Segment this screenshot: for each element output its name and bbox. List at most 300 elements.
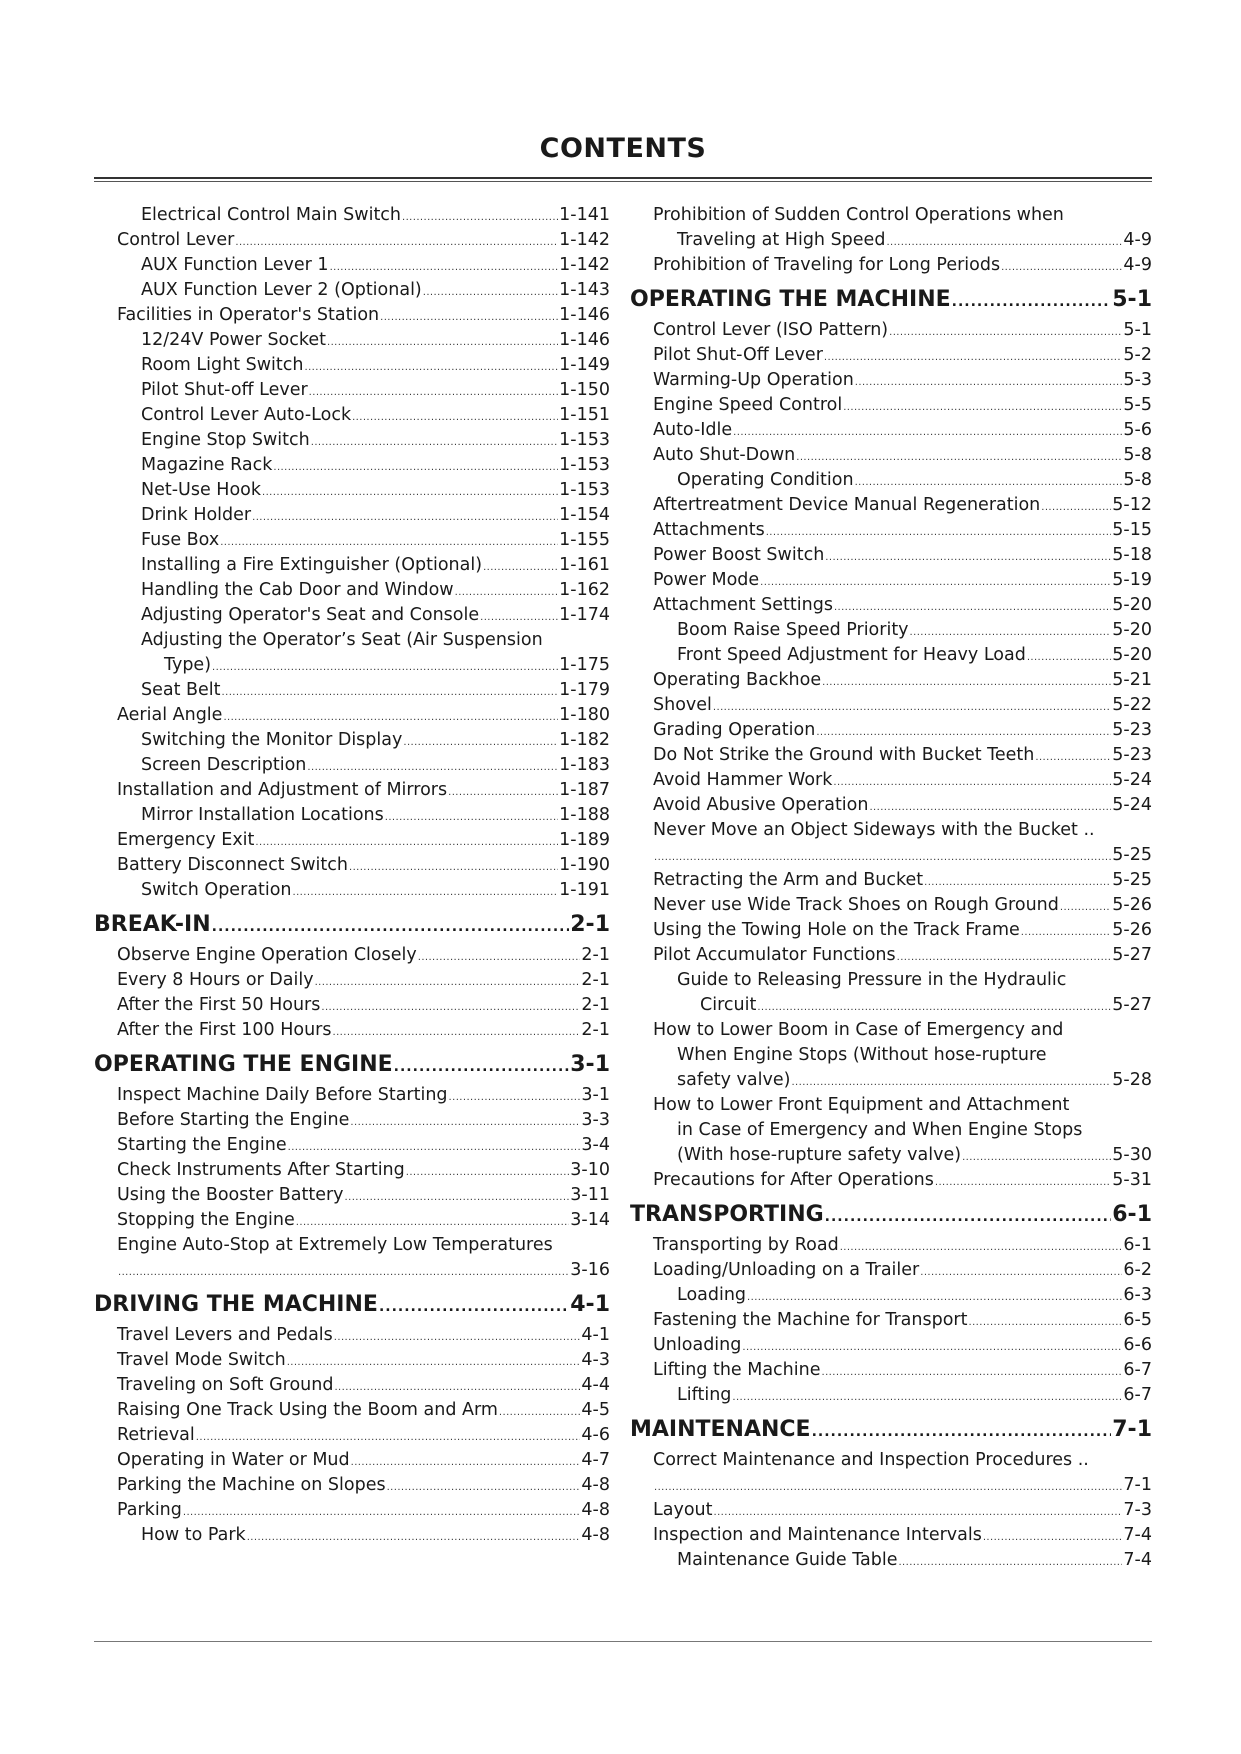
footer-rule <box>94 1641 1152 1642</box>
toc-entry[interactable] <box>94 1208 610 1233</box>
toc-dot-leader <box>255 830 558 855</box>
toc-entry[interactable] <box>630 668 1152 693</box>
toc-entry[interactable] <box>630 1383 1152 1408</box>
toc-page-number: 1-153 <box>559 480 610 500</box>
toc-dot-leader <box>825 1202 1112 1232</box>
toc-entry-title: Parking the Machine on Slopes <box>117 1475 386 1495</box>
toc-dot-leader <box>327 330 558 355</box>
toc-entry-title: Warming-Up Operation <box>653 370 854 390</box>
toc-entry[interactable] <box>94 1473 610 1498</box>
toc-entry[interactable] <box>94 1233 610 1258</box>
toc-dot-leader <box>742 1335 1122 1360</box>
toc-page-number: 5-8 <box>1123 470 1152 490</box>
toc-entry[interactable] <box>630 1333 1152 1358</box>
toc-page-number: 5-27 <box>1112 945 1152 965</box>
toc-page-number: 5-23 <box>1112 745 1152 765</box>
toc-dot-leader <box>983 1525 1123 1550</box>
toc-entry[interactable] <box>630 1308 1152 1333</box>
toc-dot-leader <box>380 305 558 330</box>
toc-entry[interactable] <box>630 593 1152 618</box>
toc-left-column <box>94 203 610 1548</box>
toc-dot-leader <box>822 670 1111 695</box>
toc-entry[interactable] <box>94 603 610 628</box>
toc-page-number: 1-188 <box>559 805 610 825</box>
toc-entry-title: DRIVING THE MACHINE <box>94 1292 378 1317</box>
toc-dot-leader <box>654 845 1111 870</box>
toc-dot-leader <box>387 1475 581 1500</box>
toc-entry-title: Emergency Exit <box>117 830 255 850</box>
toc-entry-title: Control Lever Auto-Lock <box>141 405 352 425</box>
toc-dot-leader <box>833 770 1111 795</box>
toc-dot-leader <box>757 995 1111 1020</box>
toc-dot-leader <box>796 445 1122 470</box>
toc-dot-leader <box>403 730 558 755</box>
toc-dot-leader <box>824 345 1123 370</box>
toc-section-heading[interactable] <box>630 1408 1152 1448</box>
toc-dot-leader <box>334 1325 581 1350</box>
toc-page-number: 1-150 <box>559 380 610 400</box>
toc-entry-title: Check Instruments After Starting <box>117 1160 405 1180</box>
toc-entry-title: Retrieval <box>117 1425 195 1445</box>
toc-page-number: 3-10 <box>570 1160 610 1180</box>
toc-page-number: 5-25 <box>1112 870 1152 890</box>
toc-page-number: 6-1 <box>1123 1235 1152 1255</box>
toc-dot-leader <box>713 695 1111 720</box>
toc-page-number: 6-2 <box>1123 1260 1152 1280</box>
toc-entry-title: Guide to Releasing Pressure in the Hydraulic <box>677 970 1067 990</box>
toc-page-number: 4-4 <box>581 1375 610 1395</box>
toc-entry-title: How to Park <box>141 1525 246 1545</box>
toc-entry[interactable] <box>630 1043 1152 1068</box>
toc-entry[interactable] <box>630 618 1152 643</box>
toc-dot-leader <box>288 1135 581 1160</box>
toc-entry[interactable] <box>630 1168 1152 1193</box>
toc-entry[interactable] <box>630 893 1152 918</box>
toc-page-number: 2-1 <box>581 970 610 990</box>
toc-entry-title: Unloading <box>653 1335 742 1355</box>
toc-dot-leader <box>840 1235 1123 1260</box>
toc-dot-leader <box>262 480 558 505</box>
toc-entry-title: Switch Operation <box>141 880 292 900</box>
toc-dot-leader <box>455 580 559 605</box>
toc-entry-title: Never use Wide Track Shoes on Rough Ground <box>653 895 1059 915</box>
toc-entry-title: Screen Description <box>141 755 307 775</box>
toc-entry[interactable] <box>94 278 610 303</box>
toc-entry[interactable] <box>630 568 1152 593</box>
toc-dot-leader <box>351 1450 581 1475</box>
toc-entry-title: How to Lower Front Equipment and Attachment <box>653 1095 1070 1115</box>
toc-entry-title: Auto-Idle <box>653 420 733 440</box>
toc-entry-title: Lifting <box>677 1385 732 1405</box>
toc-entry[interactable] <box>94 1018 610 1043</box>
toc-entry[interactable] <box>94 428 610 453</box>
toc-dot-leader <box>935 1170 1111 1195</box>
toc-entry-title: Avoid Hammer Work <box>653 770 833 790</box>
toc-entry-title: Using the Towing Hole on the Track Frame <box>653 920 1020 940</box>
toc-page-number: 4-5 <box>581 1400 610 1420</box>
toc-dot-leader <box>924 870 1111 895</box>
toc-entry[interactable] <box>94 1498 610 1523</box>
toc-dot-leader <box>330 255 559 280</box>
toc-entry-title: Precautions for After Operations <box>653 1170 934 1190</box>
toc-dot-leader <box>305 355 559 380</box>
toc-page-number: 1-146 <box>559 305 610 325</box>
toc-entry[interactable] <box>630 1018 1152 1043</box>
toc-entry[interactable] <box>94 1323 610 1348</box>
toc-entry-title: Inspection and Maintenance Intervals <box>653 1525 982 1545</box>
toc-entry[interactable] <box>94 503 610 528</box>
toc-dot-leader <box>855 370 1123 395</box>
toc-entry-title: (With hose-rupture safety valve) <box>677 1145 962 1165</box>
toc-entry-title: 12/24V Power Socket <box>141 330 327 350</box>
toc-page-number: 5-1 <box>1112 287 1152 312</box>
toc-entry-title: Power Boost Switch <box>653 545 825 565</box>
toc-entry[interactable] <box>630 1118 1152 1143</box>
toc-entry-title: Engine Stop Switch <box>141 430 310 450</box>
toc-entry[interactable] <box>630 203 1152 228</box>
toc-entry-title: Switching the Monitor Display <box>141 730 403 750</box>
toc-entry[interactable] <box>94 778 610 803</box>
toc-page-number: 7-1 <box>1112 1417 1152 1442</box>
toc-dot-leader <box>309 380 558 405</box>
toc-dot-leader <box>183 1500 581 1525</box>
toc-dot-leader <box>825 545 1111 570</box>
toc-page-number: 1-153 <box>559 455 610 475</box>
toc-entry[interactable] <box>94 1183 610 1208</box>
toc-page-number: 5-20 <box>1112 620 1152 640</box>
toc-dot-leader <box>247 1525 581 1550</box>
toc-entry[interactable] <box>94 453 610 478</box>
toc-entry[interactable] <box>630 768 1152 793</box>
toc-entry[interactable] <box>630 518 1152 543</box>
toc-entry-title: Loading <box>677 1285 747 1305</box>
toc-page-number: 1-182 <box>559 730 610 750</box>
toc-dot-leader <box>311 430 558 455</box>
toc-entry[interactable] <box>94 753 610 778</box>
toc-page-number: 5-21 <box>1112 670 1152 690</box>
toc-entry-title: Observe Engine Operation Closely <box>117 945 417 965</box>
toc-entry[interactable] <box>94 328 610 353</box>
toc-entry[interactable] <box>630 468 1152 493</box>
toc-dot-leader <box>480 605 558 630</box>
toc-page-number: 3-3 <box>581 1110 610 1130</box>
toc-entry[interactable] <box>94 1423 610 1448</box>
toc-dot-leader <box>349 855 558 880</box>
toc-page-number: 1-146 <box>559 330 610 350</box>
toc-dot-leader <box>293 880 559 905</box>
toc-page-number: 4-9 <box>1123 230 1152 250</box>
toc-entry[interactable] <box>630 1143 1152 1168</box>
toc-dot-leader <box>222 680 559 705</box>
toc-dot-leader <box>235 230 558 255</box>
toc-dot-leader <box>418 945 581 970</box>
toc-entry-title: in Case of Emergency and When Engine Stops <box>677 1120 1083 1140</box>
toc-entry[interactable] <box>630 253 1152 278</box>
toc-entry[interactable] <box>94 1108 610 1133</box>
toc-entry-title: Attachment Settings <box>653 595 833 615</box>
toc-dot-leader <box>822 1360 1123 1385</box>
toc-entry[interactable] <box>94 1133 610 1158</box>
toc-page-number: 1-187 <box>559 780 610 800</box>
toc-entry-title: Shovel <box>653 695 712 715</box>
toc-entry[interactable] <box>94 1523 610 1548</box>
toc-entry[interactable] <box>630 993 1152 1018</box>
toc-entry[interactable] <box>94 993 610 1018</box>
toc-section-heading[interactable] <box>630 278 1152 318</box>
toc-entry-title: TRANSPORTING <box>630 1202 824 1227</box>
toc-page-number: 1-190 <box>559 855 610 875</box>
toc-page-number: 1-143 <box>559 280 610 300</box>
toc-entry[interactable] <box>94 478 610 503</box>
toc-page-number: 1-142 <box>559 255 610 275</box>
toc-entry[interactable] <box>630 418 1152 443</box>
toc-dot-leader <box>448 780 558 805</box>
toc-entry[interactable] <box>94 1398 610 1423</box>
toc-entry[interactable] <box>630 1068 1152 1093</box>
toc-dot-leader <box>1035 745 1111 770</box>
toc-dot-leader <box>714 1500 1123 1525</box>
toc-entry[interactable] <box>630 543 1152 568</box>
page-title: CONTENTS <box>539 133 707 164</box>
toc-entry[interactable] <box>630 1283 1152 1308</box>
toc-entry-title: Parking <box>117 1500 182 1520</box>
toc-entry-title: How to Lower Boom in Case of Emergency and <box>653 1020 1064 1040</box>
toc-entry[interactable] <box>94 578 610 603</box>
toc-entry[interactable] <box>94 1258 610 1283</box>
toc-entry-title: Adjusting the Operator’s Seat (Air Suspension <box>141 630 543 650</box>
toc-entry[interactable] <box>94 1083 610 1108</box>
toc-dot-leader <box>816 720 1111 745</box>
toc-entry-title: Retracting the Arm and Bucket <box>653 870 924 890</box>
toc-dot-leader <box>1060 895 1111 920</box>
toc-entry-title: Avoid Abusive Operation <box>653 795 869 815</box>
toc-page-number: 5-19 <box>1112 570 1152 590</box>
toc-entry-title: Control Lever <box>117 230 235 250</box>
toc-entry-title: Fuse Box <box>141 530 220 550</box>
toc-section-heading[interactable] <box>630 1193 1152 1233</box>
toc-entry-title: Adjusting Operator's Seat and Console <box>141 605 480 625</box>
toc-entry[interactable] <box>630 1498 1152 1523</box>
toc-entry[interactable] <box>630 1093 1152 1118</box>
toc-page-number: 1-189 <box>559 830 610 850</box>
toc-dot-leader <box>1021 920 1112 945</box>
toc-page-number: 4-8 <box>581 1525 610 1545</box>
toc-entry-title: After the First 100 Hours <box>117 1020 332 1040</box>
toc-page-number: 1-154 <box>559 505 610 525</box>
toc-entry-title: Type) <box>164 655 212 675</box>
toc-entry[interactable] <box>630 818 1152 843</box>
title-rule-thick <box>94 177 1152 179</box>
toc-entry-title: Travel Mode Switch <box>117 1350 286 1370</box>
toc-dot-leader <box>196 1425 581 1450</box>
toc-entry[interactable] <box>94 653 610 678</box>
toc-page-number: 5-26 <box>1112 895 1152 915</box>
toc-dot-leader <box>843 395 1122 420</box>
toc-dot-leader <box>869 795 1111 820</box>
toc-dot-leader <box>886 230 1122 255</box>
toc-entry[interactable] <box>630 793 1152 818</box>
toc-dot-leader <box>423 280 558 305</box>
toc-dot-leader <box>855 470 1123 495</box>
toc-dot-leader <box>333 1020 581 1045</box>
toc-page-number: 1-161 <box>559 555 610 575</box>
toc-entry-title: Handling the Cab Door and Window <box>141 580 454 600</box>
toc-dot-leader <box>321 995 580 1020</box>
toc-entry[interactable] <box>94 553 610 578</box>
toc-entry-title: Maintenance Guide Table <box>677 1550 898 1570</box>
toc-entry-title: Before Starting the Engine <box>117 1110 350 1130</box>
toc-entry-title: Layout <box>653 1500 713 1520</box>
toc-entry[interactable] <box>94 403 610 428</box>
toc-section-heading[interactable] <box>94 903 610 943</box>
toc-entry[interactable] <box>630 493 1152 518</box>
toc-entry[interactable] <box>630 318 1152 343</box>
toc-entry[interactable] <box>630 1448 1152 1473</box>
toc-entry[interactable] <box>94 968 610 993</box>
toc-entry[interactable] <box>630 1358 1152 1383</box>
toc-page-number: 6-5 <box>1123 1310 1152 1330</box>
toc-dot-leader <box>220 530 558 555</box>
toc-dot-leader <box>315 970 581 995</box>
toc-entry[interactable] <box>630 693 1152 718</box>
toc-entry[interactable] <box>630 343 1152 368</box>
toc-entry-title: Prohibition of Sudden Control Operations when <box>653 205 1064 225</box>
toc-page-number: 6-1 <box>1112 1202 1152 1227</box>
toc-page-number: 1-191 <box>559 880 610 900</box>
toc-page-number: 1-151 <box>559 405 610 425</box>
toc-entry[interactable] <box>630 1473 1152 1498</box>
toc-page-number: 1-180 <box>559 705 610 725</box>
toc-dot-leader <box>402 205 558 230</box>
toc-page-number: 5-24 <box>1112 770 1152 790</box>
toc-dot-leader <box>791 1070 1111 1095</box>
toc-page-number: 4-6 <box>581 1425 610 1445</box>
toc-page-number: 6-6 <box>1123 1335 1152 1355</box>
toc-page-number: 4-9 <box>1123 255 1152 275</box>
toc-page-number: 5-15 <box>1112 520 1152 540</box>
toc-entry-title: Net-Use Hook <box>141 480 261 500</box>
toc-entry-title: Correct Maintenance and Inspection Procedures .. <box>653 1450 1089 1470</box>
toc-page-number: 5-5 <box>1123 395 1152 415</box>
toc-entry-title: Electrical Control Main Switch <box>141 205 402 225</box>
toc-entry[interactable] <box>94 728 610 753</box>
toc-entry-title: Auto Shut-Down <box>653 445 796 465</box>
toc-entry[interactable] <box>630 743 1152 768</box>
toc-entry[interactable] <box>94 528 610 553</box>
toc-entry[interactable] <box>94 678 610 703</box>
toc-entry-title: Operating Backhoe <box>653 670 822 690</box>
toc-entry[interactable] <box>630 1233 1152 1258</box>
toc-entry[interactable] <box>630 1523 1152 1548</box>
toc-dot-leader <box>212 912 570 942</box>
toc-entry[interactable] <box>630 943 1152 968</box>
toc-entry-title: Drink Holder <box>141 505 252 525</box>
toc-section-heading[interactable] <box>94 1283 610 1323</box>
toc-entry[interactable] <box>94 943 610 968</box>
toc-entry[interactable] <box>630 393 1152 418</box>
toc-entry[interactable] <box>94 628 610 653</box>
toc-dot-leader <box>379 1292 569 1322</box>
toc-dot-leader <box>897 945 1112 970</box>
toc-page-number: 4-3 <box>581 1350 610 1370</box>
toc-dot-leader <box>1041 495 1111 520</box>
toc-page-number: 5-6 <box>1123 420 1152 440</box>
toc-dot-leader <box>732 1385 1122 1410</box>
toc-entry[interactable] <box>94 803 610 828</box>
toc-page-number: 5-31 <box>1112 1170 1152 1190</box>
toc-page-number: 5-20 <box>1112 645 1152 665</box>
toc-entry[interactable] <box>94 828 610 853</box>
toc-entry-title: Pilot Shut-Off Lever <box>653 345 823 365</box>
toc-entry[interactable] <box>630 228 1152 253</box>
toc-dot-leader <box>760 570 1111 595</box>
toc-entry-title: When Engine Stops (Without hose-rupture <box>677 1045 1047 1065</box>
toc-entry[interactable] <box>94 878 610 903</box>
toc-entry[interactable] <box>630 443 1152 468</box>
toc-entry-title: Boom Raise Speed Priority <box>677 620 909 640</box>
toc-entry[interactable] <box>94 1348 610 1373</box>
toc-page-number: 1-153 <box>559 430 610 450</box>
toc-dot-leader <box>350 1110 580 1135</box>
toc-entry[interactable] <box>94 853 610 878</box>
toc-entry[interactable] <box>630 968 1152 993</box>
toc-dot-leader <box>1001 255 1122 280</box>
toc-entry[interactable] <box>630 868 1152 893</box>
toc-entry-title: Magazine Rack <box>141 455 273 475</box>
toc-entry[interactable] <box>94 703 610 728</box>
toc-entry[interactable] <box>94 303 610 328</box>
toc-entry[interactable] <box>94 1448 610 1473</box>
toc-entry[interactable] <box>630 643 1152 668</box>
toc-entry[interactable] <box>630 843 1152 868</box>
toc-entry-title: Travel Levers and Pedals <box>117 1325 333 1345</box>
toc-entry[interactable] <box>630 718 1152 743</box>
toc-entry-title: Loading/Unloading on a Trailer <box>653 1260 920 1280</box>
toc-entry[interactable] <box>630 918 1152 943</box>
toc-entry-title: Grading Operation <box>653 720 816 740</box>
toc-entry-title: Starting the Engine <box>117 1135 287 1155</box>
toc-entry-title: Mirror Installation Locations <box>141 805 384 825</box>
toc-entry[interactable] <box>630 1258 1152 1283</box>
toc-right-column <box>630 203 1152 1573</box>
toc-dot-leader <box>449 1085 581 1110</box>
toc-entry[interactable] <box>94 1158 610 1183</box>
toc-entry-title: Installation and Adjustment of Mirrors <box>117 780 448 800</box>
toc-entry-title: Engine Speed Control <box>653 395 843 415</box>
toc-dot-leader <box>766 520 1112 545</box>
toc-entry[interactable] <box>94 228 610 253</box>
toc-dot-leader <box>962 1145 1111 1170</box>
toc-page-number: 5-25 <box>1112 845 1152 865</box>
toc-dot-leader <box>296 1210 570 1235</box>
toc-entry-title: OPERATING THE ENGINE <box>94 1052 393 1077</box>
toc-entry[interactable] <box>630 1548 1152 1573</box>
toc-dot-leader <box>654 1475 1122 1500</box>
toc-dot-leader <box>733 420 1122 445</box>
toc-entry[interactable] <box>94 378 610 403</box>
toc-entry[interactable] <box>94 203 610 228</box>
title-rule-thin <box>94 181 1152 182</box>
toc-section-heading[interactable] <box>94 1043 610 1083</box>
toc-entry[interactable] <box>94 1373 610 1398</box>
toc-entry-title: Attachments <box>653 520 765 540</box>
toc-entry[interactable] <box>94 253 610 278</box>
toc-entry-title: AUX Function Lever 1 <box>141 255 329 275</box>
toc-dot-leader <box>118 1260 569 1285</box>
toc-entry[interactable] <box>630 368 1152 393</box>
toc-entry[interactable] <box>94 353 610 378</box>
toc-page-number: 1-142 <box>559 230 610 250</box>
